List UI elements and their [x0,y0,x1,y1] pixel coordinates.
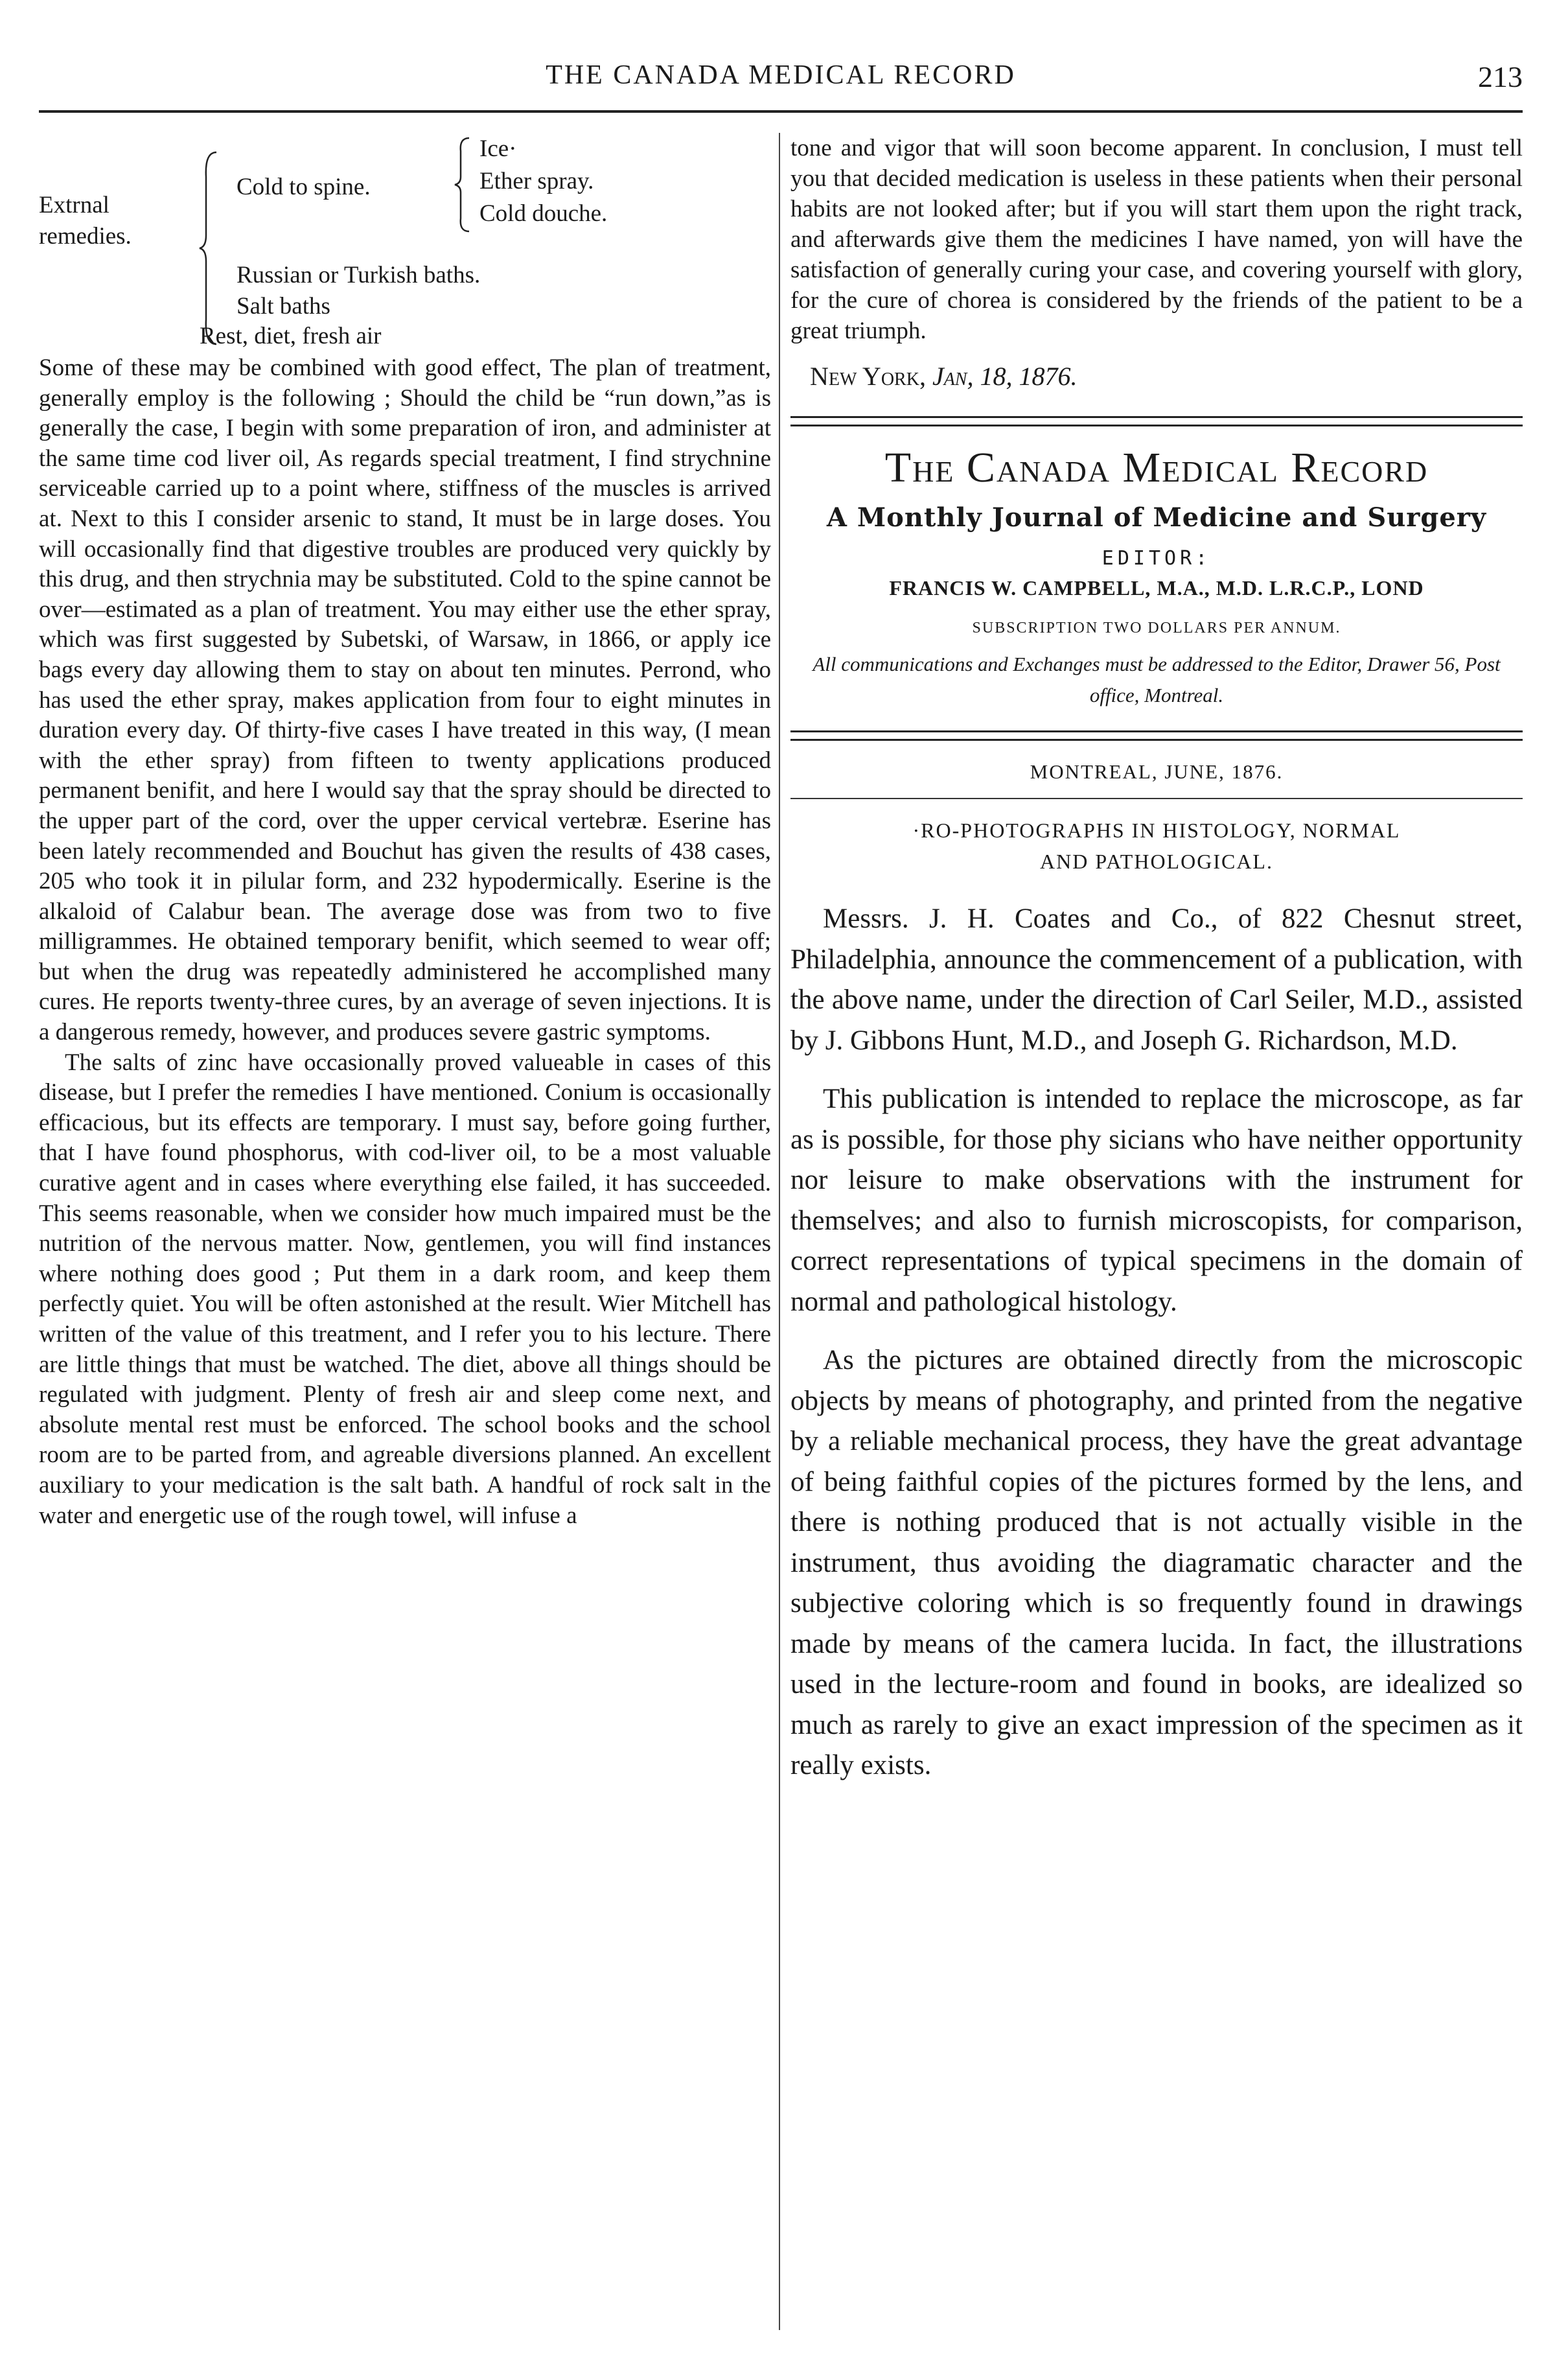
cold-to-spine: Cold to spine. [236,174,371,200]
external-remedies-table [39,133,771,353]
column-divider [779,133,780,2330]
cold-brace [454,137,470,233]
running-title: THE CANADA MEDICAL RECORD [546,60,1016,90]
ether-spray-item: Ether spray. [479,168,594,194]
cold-douche-item: Cold douche. [479,200,608,227]
editor-label: EDITOR: [1101,547,1212,570]
paragraph: The salts of zinc have occasionally proved valueable in cases of this disease, but I prefer the remedies I have mentioned. Conium is occasionally efficacious, but its effects are temporary. I must say, before going further, that I have found phosphorus, with cod-liver oil, to be a most valuable curative agent and in cases where everything else failed, it has succeeded. This seems reasonable, when we consider how much impaired must be the nutrition of the nervous matter. Now, gentlemen, you will find instances where nothing does good ; Put them in a dark room, and keep them perfectly quiet. You will be often astonished at the result. Wier Mitchell has written of the value of this treatment, and I refer you to his lecture. There are little things that must be watched. The diet, above all things should be regulated with judgment. Plenty of fresh air and sleep come next, and absolute mental rest must be enforced. The school books and the school room are to be parted from, and agreable diversions planned. An excellent auxiliary to your medication is the salt bath. A handful of rock salt in the water and energetic use of the rough towel, will infuse a [39,1049,771,1529]
russian-baths-item: Russian or Turkish baths. [236,262,481,288]
dateline-place: New York, [810,362,926,391]
double-rule [790,730,1523,741]
issue-date: MONTREAL, JUNE, 1876. [1030,760,1284,783]
article-title-line2: AND PATHOLOGICAL. [1040,850,1273,873]
article-title-line1: ·RO-PHOTOGRAPHS IN HISTOLOGY, NORMAL [912,819,1401,842]
editor-name: FRANCIS W. CAMPBELL, M.A., M.D. L.R.C.P., LOND [889,576,1424,600]
cold-sub-items [479,133,607,230]
paragraph: This publication is intended to replace the microscope, as far as is possible, for those phy sicians who have neither opportunity nor leisure to make observations with the instrument for themselves; and also to furnish microscopists, for comparison, correct representations of typical specimens in the domain of normal and pathological histology. [790,1084,1523,1317]
rest-item: Rest, diet, fresh air [200,323,382,349]
article-continuation [790,133,1523,346]
article-body [790,899,1523,1786]
left-body-text [39,353,771,1531]
communications-notice: All communications and Exchanges must be addressed to the Editor, Drawer 56, Post office, Montreal. [813,653,1501,706]
salt-baths-item: Salt baths [236,293,330,320]
right-column [790,133,1523,2330]
masthead-subtitle: A Monthly Journal of Medicine and Surgery [826,502,1487,533]
running-header [39,60,1523,105]
ice-item: Ice· [479,135,517,162]
header-rule [39,110,1523,113]
continuation-paragraph: tone and vigor that will soon become apparent. In conclusion, I must tell you that decided medication is useless in these patients when their personal habits are not looked after; but if you will start them upon the right track, and afterwards give them the medicines I have named, yon will have the satisfaction of generally curing your case, and covering yourself with glory, for the cure of chorea is considered by the friends of the patient to be a great triumph. [790,135,1523,344]
paragraph: As the pictures are obtained directly from the microscopic objects by means of photography, and printed from the negative by a reliable mechanical process, they have the great advantage of being faithful copies of the pictures formed by the lens, and there is nothing produced that is not actually visible in the instrument, thus avoiding the diagramatic character and the subjective coloring which is so frequently found in drawings made by means of the camera lucida. In fact, the illustrations used in the lecture-room and found in books, are idealized so much as rarely to give an exact impression of the specimen as it really exists. [790,1345,1523,1780]
double-rule [790,416,1523,426]
paragraph: Some of these may be combined with good effect, The plan of treatment, generally employ is the following ; Should the child be “run down,”as is generally the case, I begin with some preparation of iron, and administer at the same time cod liver oil, As regards special treatment, I find strychnine serviceable carried up to a point where, stiffness of the muscles is arrived at. Next to this I consider arsenic to stand, It must be in large doses. You will occasionally find that digestive troubles are produced very quickly by this drug, and then strychnia may be substituted. Cold to the spine cannot be over—estimated as a plan of treatment. You may either use the ether spray, which was first suggested by Subetski, of Warsaw, in 1866, or apply ice bags every day allowing them to stay on about ten minutes. Perrond, who has used the ether spray, makes application from four to eight minutes in duration every day. Of thirty-five cases I have treated in this way, (I mean with the ether spray) from fifteen to twenty applications produced permanent benifit, and here I would say that the spray should be directed to the upper part of the cord, over the upper cervical vertebræ. Eserine has been lately recommended and Bouchut has given the results of 438 cases, 205 who took it in pilular form, and 232 hypodermically. Eserine is the alkaloid of Calabur bean. The average dose was from two to five milligrammes. He obtained temporary benifit, which seemed to wear off; but when the drug was repeatedly administered he accomplished many cures. He reports twenty-three cures, by an average of seven injections. It is a dangerous remedy, however, and produces severe gastric symptoms. [39,355,771,1046]
left-brace [198,151,218,345]
page-number: 213 [1478,60,1523,93]
subscription-notice: SUBSCRIPTION TWO DOLLARS PER ANNUM. [972,620,1341,636]
remedies-label-line2: remedies. [39,223,132,250]
remedies-group-label [39,190,188,252]
dateline-date: Jan, 18, 1876. [932,362,1078,391]
article-title [790,815,1523,877]
remedies-label-line1: Extrnal [39,192,110,218]
left-column [39,133,771,2330]
paragraph: Messrs. J. H. Coates and Co., of 822 Chesnut street, Philadelphia, announce the commencement of a publication, with the above name, under the direction of Carl Seiler, M.D., assisted by J. Gibbons Hunt, M.D., and Joseph G. Richardson, M.D. [790,904,1523,1056]
single-rule [790,798,1523,799]
dateline [790,360,1523,393]
masthead-title: The Canada Medical Record [884,444,1429,491]
